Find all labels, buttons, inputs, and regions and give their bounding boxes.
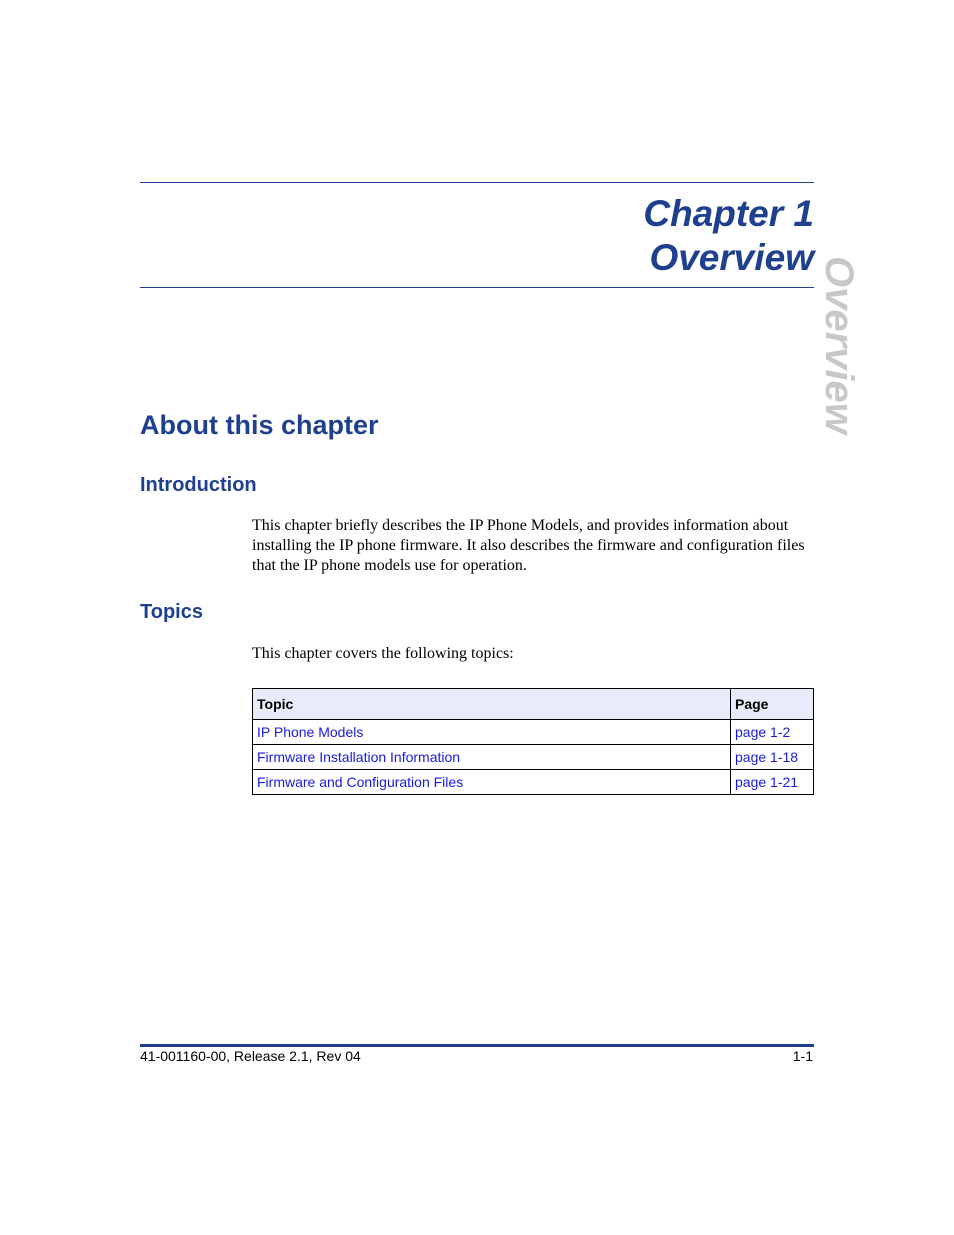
table-row bbox=[253, 770, 814, 795]
footer-rule bbox=[140, 1044, 814, 1047]
footer-page-number: 1-1 bbox=[792, 1048, 813, 1064]
table-header-page: Page bbox=[731, 689, 814, 720]
chapter-name: Overview bbox=[649, 237, 814, 278]
table-row bbox=[253, 720, 814, 745]
section-title: About this chapter bbox=[140, 410, 379, 440]
table-header-topic: Topic bbox=[253, 689, 731, 720]
table-header-row bbox=[253, 689, 814, 720]
side-tab-label: Overview bbox=[817, 256, 861, 434]
topics-heading: Topics bbox=[140, 601, 203, 623]
chapter-title bbox=[314, 192, 814, 280]
topic-link[interactable]: IP Phone Models bbox=[253, 720, 731, 745]
topic-link[interactable]: Firmware and Configuration Files bbox=[253, 770, 731, 795]
side-tab bbox=[812, 256, 872, 434]
chapter-top-rule bbox=[140, 182, 814, 183]
chapter-number: Chapter 1 bbox=[643, 193, 814, 234]
introduction-heading: Introduction bbox=[140, 474, 257, 496]
topics-text: This chapter covers the following topics: bbox=[252, 645, 514, 662]
introduction-text: This chapter briefly describes the IP Phone Models, and provides information about installing the IP phone firmware. It also describes the firmware and configuration files that the IP phone models use for operation. bbox=[252, 517, 805, 574]
page-link[interactable]: page 1-21 bbox=[731, 770, 814, 795]
topic-link[interactable]: Firmware Installation Information bbox=[253, 745, 731, 770]
topics-table bbox=[252, 688, 814, 795]
chapter-bottom-rule bbox=[140, 287, 814, 288]
table-row bbox=[253, 745, 814, 770]
page-link[interactable]: page 1-18 bbox=[731, 745, 814, 770]
page-link[interactable]: page 1-2 bbox=[731, 720, 814, 745]
footer-doc-id: 41-001160-00, Release 2.1, Rev 04 bbox=[140, 1048, 361, 1064]
